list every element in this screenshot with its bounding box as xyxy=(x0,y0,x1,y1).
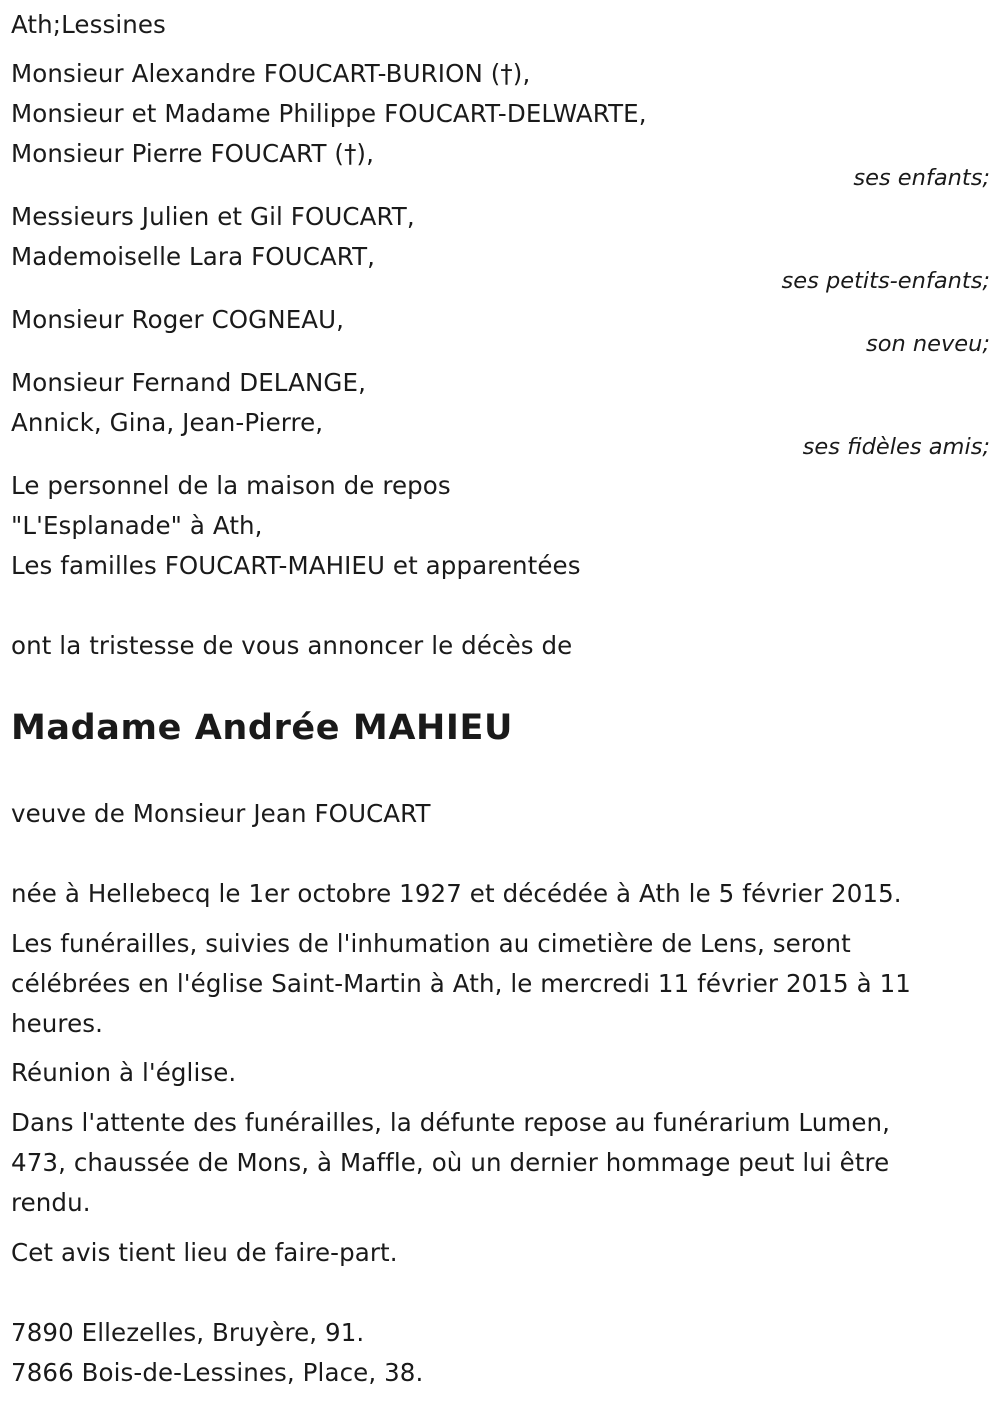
birth-death-line: née à Hellebecq le 1er octobre 1927 et décédée à Ath le 5 février 2015. xyxy=(11,879,902,908)
relationship-label: son neveu; xyxy=(865,331,990,357)
family-line: Messieurs Julien et Gil FOUCART, xyxy=(11,202,415,231)
family-line: "L'Esplanade" à Ath, xyxy=(11,511,263,540)
family-line: Monsieur Pierre FOUCART (†), xyxy=(11,139,374,168)
deceased-name: Madame Andrée MAHIEU xyxy=(11,708,514,748)
notice-line: Cet avis tient lieu de faire-part. xyxy=(11,1238,398,1267)
paragraph-line: Dans l'attente des funérailles, la défunte repose au funérarium Lumen, xyxy=(11,1108,891,1137)
address-line: 7890 Ellezelles, Bruyère, 91. xyxy=(11,1318,365,1347)
meeting-line: Réunion à l'église. xyxy=(11,1058,237,1087)
paragraph-line: 473, chaussée de Mons, à Maffle, où un dernier hommage peut lui être xyxy=(11,1148,890,1177)
relationship-label: ses petits-enfants; xyxy=(781,268,990,294)
family-line: Mademoiselle Lara FOUCART, xyxy=(11,242,376,271)
family-line: Monsieur Alexandre FOUCART-BURION (†), xyxy=(11,59,531,88)
family-line: Monsieur Roger COGNEAU, xyxy=(11,305,345,334)
announcement-text: ont la tristesse de vous annoncer le décès de xyxy=(11,631,573,660)
spouse-line: veuve de Monsieur Jean FOUCART xyxy=(11,799,431,828)
family-line: Les familles FOUCART-MAHIEU et apparentées xyxy=(11,551,581,580)
paragraph-line: Les funérailles, suivies de l'inhumation au cimetière de Lens, seront xyxy=(11,929,851,958)
family-line: Monsieur et Madame Philippe FOUCART-DELWARTE, xyxy=(11,99,647,128)
paragraph-line: célébrées en l'église Saint-Martin à Ath, le mercredi 11 février 2015 à 11 xyxy=(11,969,911,998)
relationship-label: ses fidèles amis; xyxy=(802,434,990,460)
locations-header: Ath;Lessines xyxy=(11,10,166,39)
paragraph-line: heures. xyxy=(11,1009,103,1038)
family-line: Annick, Gina, Jean-Pierre, xyxy=(11,408,324,437)
paragraph-line: rendu. xyxy=(11,1188,91,1217)
address-line: 7866 Bois-de-Lessines, Place, 38. xyxy=(11,1358,424,1387)
relationship-label: ses enfants; xyxy=(853,165,990,191)
family-line: Le personnel de la maison de repos xyxy=(11,471,451,500)
family-line: Monsieur Fernand DELANGE, xyxy=(11,368,366,397)
